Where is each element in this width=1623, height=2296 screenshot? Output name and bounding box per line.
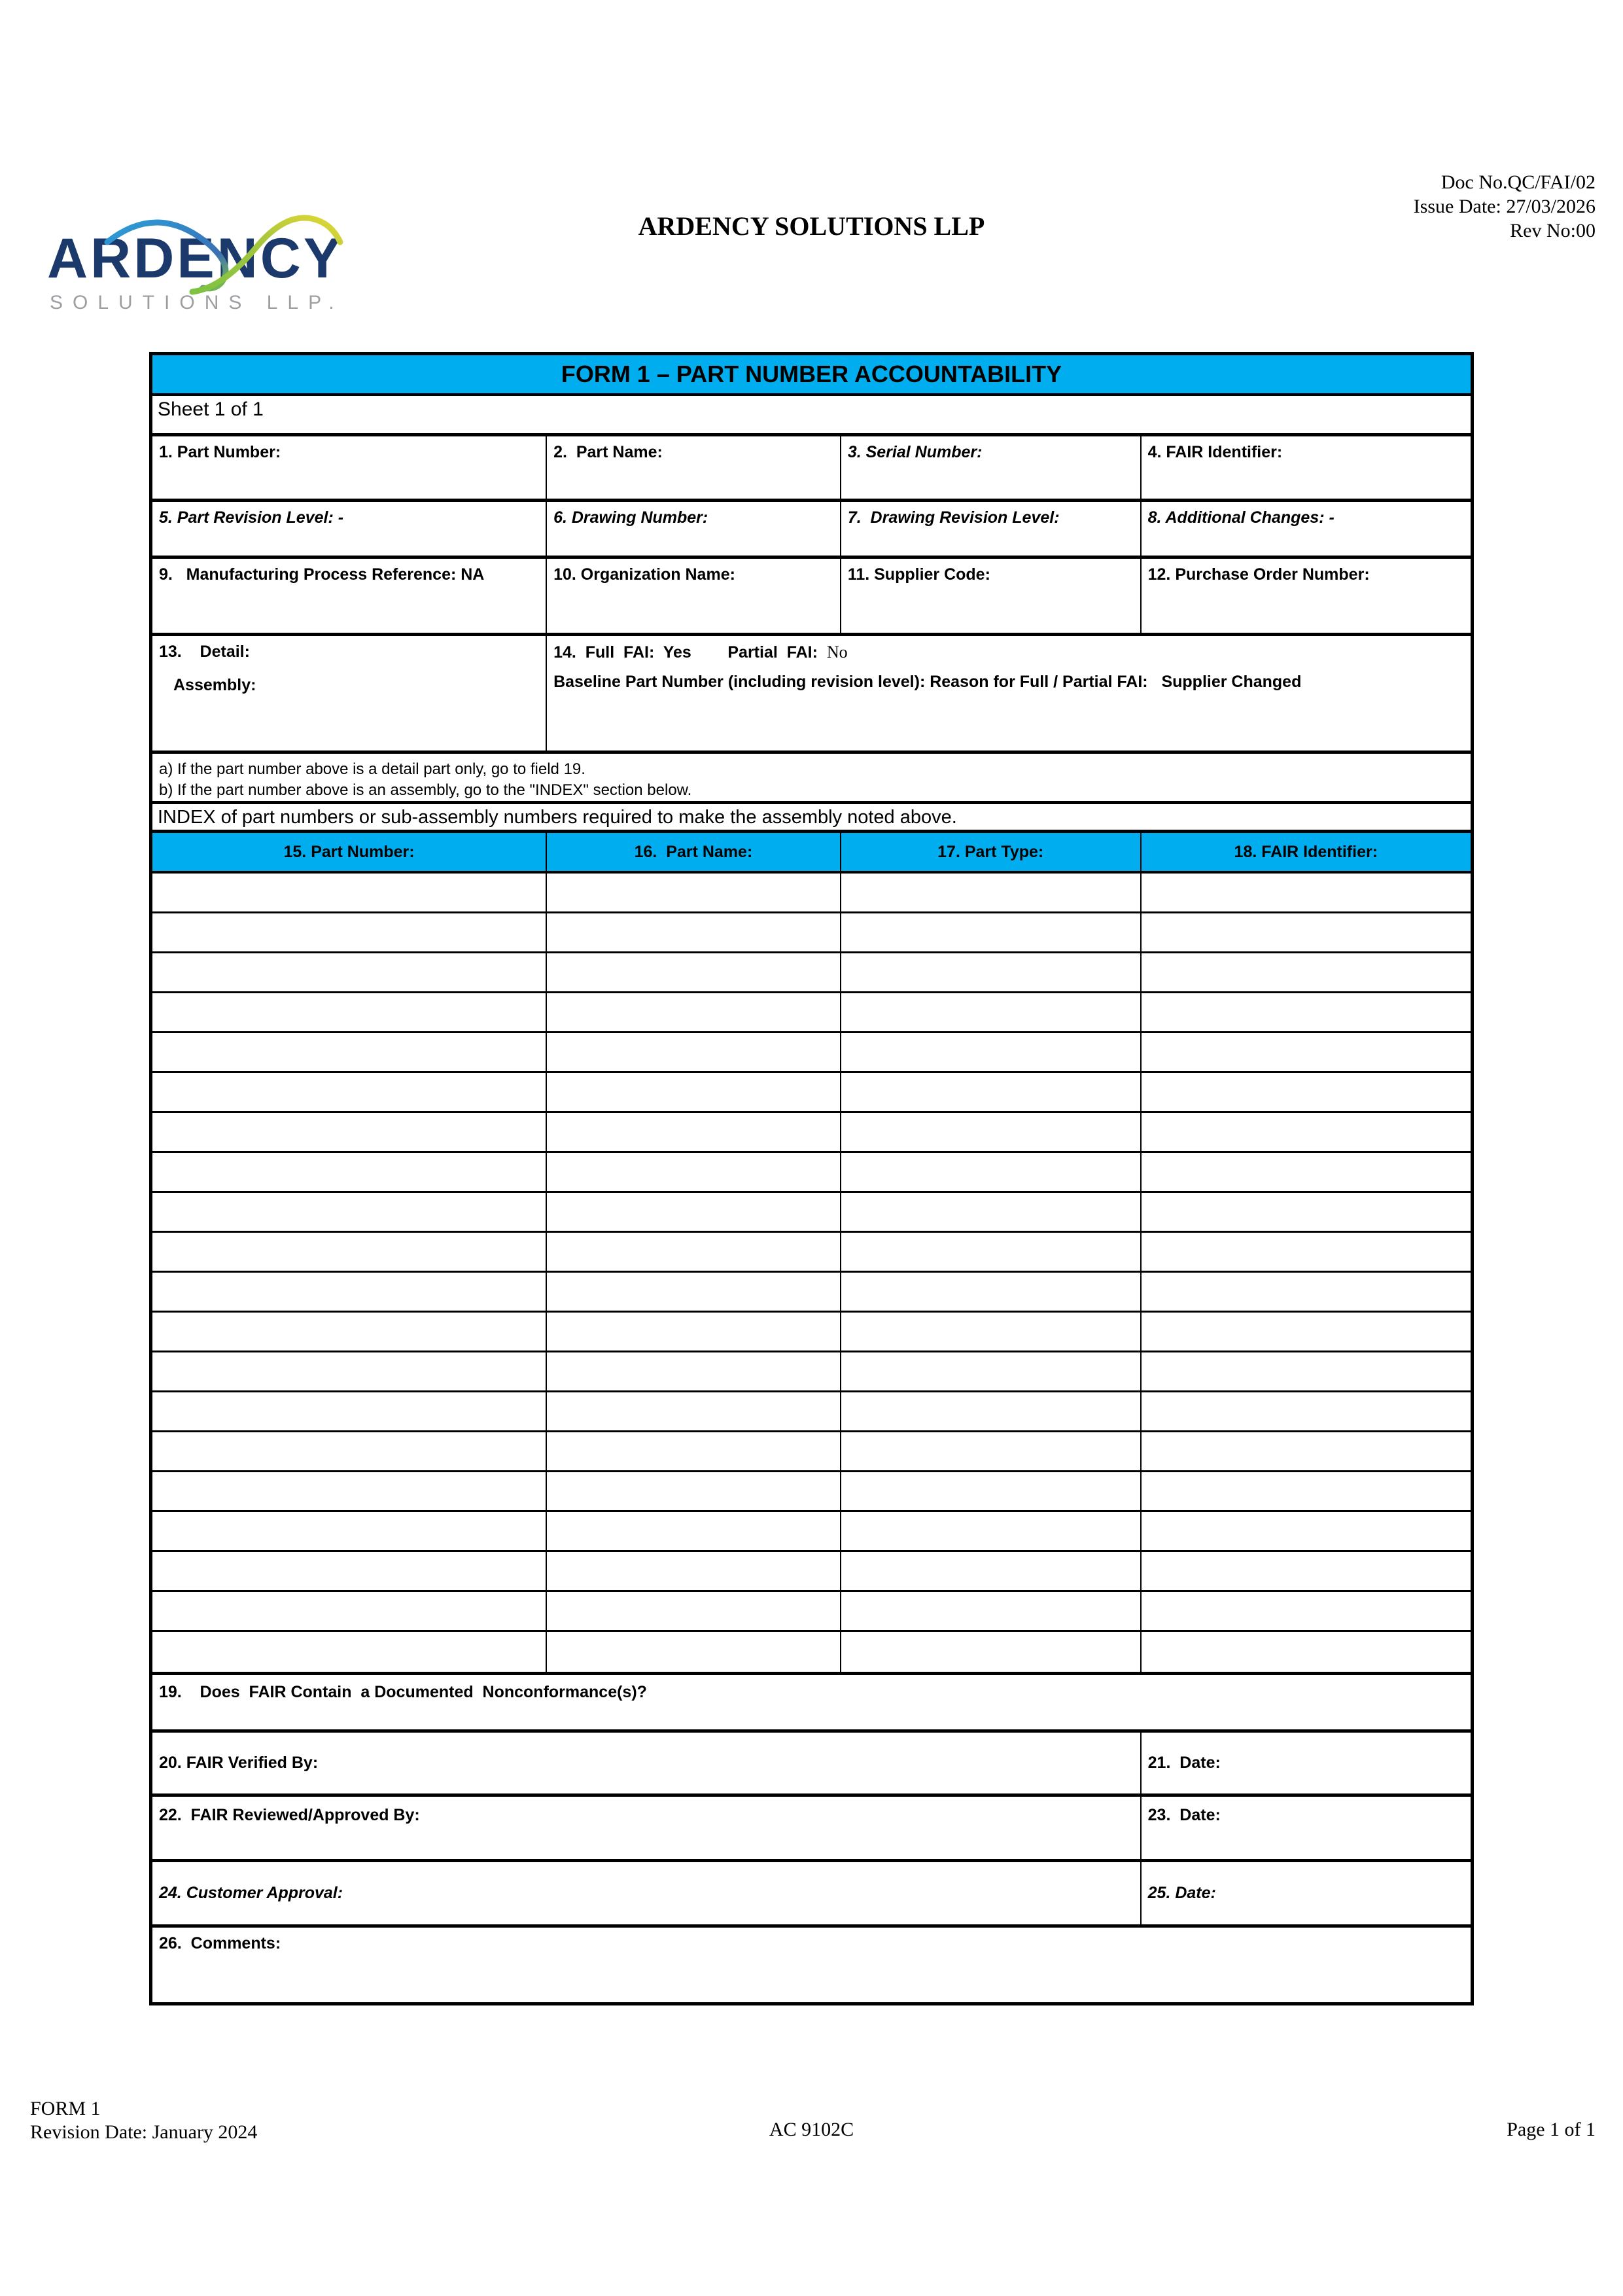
field-9-label: 9. Manufacturing Process Reference: NA bbox=[159, 565, 485, 584]
logo-subtitle: SOLUTIONS LLP. bbox=[50, 292, 344, 313]
field-12-label: 12. Purchase Order Number: bbox=[1147, 565, 1370, 584]
index-cell bbox=[152, 1073, 547, 1111]
fields-row-20-21 bbox=[152, 1733, 1471, 1797]
form-title-bar bbox=[152, 355, 1471, 396]
index-cell bbox=[547, 953, 841, 991]
index-cell bbox=[547, 1392, 841, 1430]
field-1-part-number bbox=[152, 436, 547, 499]
field-6-drawing-number bbox=[547, 502, 841, 556]
rev-number: Rev No:00 bbox=[1510, 220, 1596, 241]
index-cell bbox=[1142, 1352, 1471, 1390]
index-cell bbox=[152, 1113, 547, 1151]
field-8-label: 8. Additional Changes: - bbox=[1147, 508, 1335, 527]
field-26-label: 26. Comments: bbox=[159, 1934, 281, 1952]
index-cell bbox=[841, 953, 1142, 991]
index-cell bbox=[841, 1113, 1142, 1151]
header-18-label: 18. FAIR Identifier: bbox=[1234, 842, 1378, 861]
index-cell bbox=[152, 1552, 547, 1590]
form-1-part-number-accountability bbox=[149, 352, 1474, 2005]
index-cell bbox=[1142, 1512, 1471, 1550]
field-14-full-partial-fai bbox=[547, 636, 1471, 751]
index-cell bbox=[547, 913, 841, 951]
field-3-label: 3. Serial Number: bbox=[847, 443, 983, 461]
index-cell bbox=[1142, 1113, 1471, 1151]
field-14-label: 14. Full FAI: Yes Partial FAI: bbox=[553, 643, 827, 662]
field-23-date bbox=[1142, 1797, 1471, 1859]
index-row bbox=[152, 1512, 1471, 1552]
field-4-label: 4. FAIR Identifier: bbox=[1147, 443, 1283, 461]
index-row bbox=[152, 1113, 1471, 1153]
index-cell bbox=[1142, 1153, 1471, 1191]
sheet-row bbox=[152, 396, 1471, 436]
index-cell bbox=[1142, 1552, 1471, 1590]
index-cell bbox=[1142, 1592, 1471, 1630]
index-row bbox=[152, 953, 1471, 993]
notes-section bbox=[152, 754, 1471, 804]
form-title: FORM 1 – PART NUMBER ACCOUNTABILITY bbox=[561, 361, 1062, 387]
index-cell bbox=[547, 1313, 841, 1351]
field-13-assembly-label: Assembly: bbox=[173, 676, 256, 694]
field-4-fair-identifier bbox=[1142, 436, 1471, 499]
field-13-detail-assembly bbox=[152, 636, 547, 751]
index-cell bbox=[547, 1512, 841, 1550]
field-7-label: 7. Drawing Revision Level: bbox=[847, 508, 1060, 527]
company-title: ARDENCY SOLUTIONS LLP bbox=[638, 211, 985, 241]
field-7-drawing-revision-level bbox=[841, 502, 1142, 556]
index-row bbox=[152, 913, 1471, 953]
field-5-part-revision-level bbox=[152, 502, 547, 556]
header-17-label: 17. Part Type: bbox=[937, 842, 1044, 861]
fields-row-1 bbox=[152, 436, 1471, 502]
index-cell bbox=[152, 1153, 547, 1191]
index-cell bbox=[152, 913, 547, 951]
index-cell bbox=[547, 1632, 841, 1672]
index-cell bbox=[841, 1592, 1142, 1630]
index-cell bbox=[1142, 1472, 1471, 1510]
index-row bbox=[152, 1632, 1471, 1672]
index-caption: INDEX of part numbers or sub-assembly numbers required to make the assembly noted above. bbox=[152, 804, 1471, 833]
index-cell bbox=[152, 1273, 547, 1311]
index-cell bbox=[152, 1472, 547, 1510]
index-row bbox=[152, 993, 1471, 1033]
footer-form-name: FORM 1 bbox=[30, 2098, 101, 2119]
index-cell bbox=[1142, 1193, 1471, 1231]
index-row bbox=[152, 1472, 1471, 1512]
index-table-header bbox=[152, 833, 1471, 874]
header-16-part-name bbox=[547, 833, 841, 871]
field-14-baseline-line bbox=[553, 673, 1464, 692]
index-cell bbox=[547, 1193, 841, 1231]
index-cell bbox=[841, 1233, 1142, 1271]
index-cell bbox=[1142, 913, 1471, 951]
field-2-label: 2. Part Name: bbox=[553, 443, 663, 461]
field-11-supplier-code bbox=[841, 559, 1142, 633]
index-cell bbox=[1142, 953, 1471, 991]
field-9-manufacturing-process-reference bbox=[152, 559, 547, 633]
index-cell bbox=[1142, 1273, 1471, 1311]
index-cell bbox=[841, 1073, 1142, 1111]
index-cell bbox=[547, 1033, 841, 1071]
logo-wordmark: ARDENCY bbox=[47, 227, 344, 290]
index-cell bbox=[547, 1113, 841, 1151]
index-cell bbox=[152, 1512, 547, 1550]
field-10-label: 10. Organization Name: bbox=[553, 565, 735, 584]
index-cell bbox=[152, 1193, 547, 1231]
index-cell bbox=[152, 1233, 547, 1271]
index-cell bbox=[152, 1033, 547, 1071]
company-logo bbox=[47, 208, 355, 319]
index-cell bbox=[1142, 1313, 1471, 1351]
logo-swoosh-icon bbox=[47, 208, 355, 319]
fields-row-4 bbox=[152, 636, 1471, 754]
index-cell bbox=[152, 993, 547, 1031]
index-row bbox=[152, 1392, 1471, 1432]
field-25-date bbox=[1142, 1862, 1471, 1924]
index-cell bbox=[841, 1392, 1142, 1430]
index-cell bbox=[1142, 1432, 1471, 1470]
index-row bbox=[152, 1033, 1471, 1073]
index-cell bbox=[1142, 874, 1471, 911]
index-cell bbox=[841, 1552, 1142, 1590]
index-cell bbox=[841, 913, 1142, 951]
index-cell bbox=[1142, 1233, 1471, 1271]
index-row bbox=[152, 1193, 1471, 1233]
index-row bbox=[152, 1432, 1471, 1472]
index-cell bbox=[152, 1632, 547, 1672]
field-5-label: 5. Part Revision Level: - bbox=[159, 508, 344, 527]
index-cell bbox=[841, 1193, 1142, 1231]
index-cell bbox=[841, 993, 1142, 1031]
index-cell bbox=[152, 1352, 547, 1390]
index-cell bbox=[152, 1313, 547, 1351]
field-21-label: 21. Date: bbox=[1147, 1754, 1221, 1772]
field-19-nonconformance bbox=[152, 1675, 1471, 1733]
footer-page-number: Page 1 of 1 bbox=[1507, 2119, 1596, 2140]
field-12-purchase-order-number bbox=[1142, 559, 1471, 633]
index-cell bbox=[841, 1313, 1142, 1351]
index-cell bbox=[547, 1153, 841, 1191]
field-13-detail-label: 13. Detail: bbox=[159, 643, 250, 661]
index-cell bbox=[547, 1352, 841, 1390]
index-cell bbox=[152, 953, 547, 991]
index-row bbox=[152, 1592, 1471, 1632]
field-1-label: 1. Part Number: bbox=[159, 443, 281, 461]
index-cell bbox=[841, 1033, 1142, 1071]
fields-row-3 bbox=[152, 559, 1471, 636]
issue-date: Issue Date: 27/03/2026 bbox=[1413, 196, 1596, 217]
field-19-label: 19. Does FAIR Contain a Documented Nonconformance(s)? bbox=[159, 1683, 647, 1701]
index-cell bbox=[152, 1392, 547, 1430]
index-cell bbox=[841, 1512, 1142, 1550]
index-cell bbox=[547, 1273, 841, 1311]
index-row bbox=[152, 1233, 1471, 1273]
index-row bbox=[152, 1273, 1471, 1313]
index-cell bbox=[547, 1073, 841, 1111]
field-14-baseline-label: Baseline Part Number (including revision level): Reason for Full / Partial FAI: bbox=[553, 673, 1162, 691]
field-14-partial-fai-value: No bbox=[826, 643, 848, 662]
index-cell bbox=[841, 1632, 1142, 1672]
footer-revision-date: Revision Date: January 2024 bbox=[30, 2121, 258, 2143]
fields-row-2 bbox=[152, 502, 1471, 559]
index-cell bbox=[841, 874, 1142, 911]
field-3-serial-number bbox=[841, 436, 1142, 499]
index-cell bbox=[547, 1233, 841, 1271]
footer-standard: AC 9102C bbox=[769, 2119, 854, 2140]
note-b: b) If the part number above is an assembly, go to the "INDEX" section below. bbox=[159, 781, 692, 799]
field-14-reason-value: Supplier Changed bbox=[1161, 673, 1302, 691]
index-cell bbox=[1142, 993, 1471, 1031]
index-cell bbox=[547, 1432, 841, 1470]
index-row bbox=[152, 1313, 1471, 1352]
field-20-fair-verified-by bbox=[152, 1733, 1142, 1793]
index-cell bbox=[547, 1472, 841, 1510]
field-21-date bbox=[1142, 1733, 1471, 1793]
index-cell bbox=[841, 1472, 1142, 1510]
field-6-label: 6. Drawing Number: bbox=[553, 508, 708, 527]
index-row bbox=[152, 1352, 1471, 1392]
field-26-comments bbox=[152, 1928, 1471, 2002]
field-22-fair-reviewed-approved-by bbox=[152, 1797, 1142, 1859]
header-16-label: 16. Part Name: bbox=[634, 842, 753, 861]
index-cell bbox=[547, 1592, 841, 1630]
field-24-label: 24. Customer Approval: bbox=[159, 1884, 343, 1902]
field-23-label: 23. Date: bbox=[1147, 1806, 1221, 1824]
index-cell bbox=[547, 874, 841, 911]
fields-row-22-23 bbox=[152, 1797, 1471, 1862]
index-cell bbox=[152, 1432, 547, 1470]
field-10-organization-name bbox=[547, 559, 841, 633]
field-24-customer-approval bbox=[152, 1862, 1142, 1924]
field-20-label: 20. FAIR Verified By: bbox=[159, 1754, 319, 1772]
index-cell bbox=[547, 1552, 841, 1590]
field-2-part-name bbox=[547, 436, 841, 499]
field-11-label: 11. Supplier Code: bbox=[847, 565, 990, 584]
header-15-label: 15. Part Number: bbox=[283, 842, 415, 861]
field-25-label: 25. Date: bbox=[1147, 1884, 1216, 1902]
field-14-fai-line bbox=[553, 643, 1464, 662]
index-row bbox=[152, 1153, 1471, 1193]
index-cell bbox=[841, 1153, 1142, 1191]
sheet-label: Sheet 1 of 1 bbox=[158, 398, 264, 420]
header-15-part-number bbox=[152, 833, 547, 871]
header-18-fair-identifier bbox=[1142, 833, 1471, 871]
index-cell bbox=[1142, 1073, 1471, 1111]
index-cell bbox=[152, 874, 547, 911]
index-cell bbox=[841, 1273, 1142, 1311]
doc-number: Doc No.QC/FAI/02 bbox=[1440, 171, 1596, 193]
index-row bbox=[152, 1073, 1471, 1113]
fields-row-24-25 bbox=[152, 1862, 1471, 1928]
index-cell bbox=[1142, 1632, 1471, 1672]
field-8-additional-changes bbox=[1142, 502, 1471, 556]
index-row bbox=[152, 874, 1471, 913]
note-a: a) If the part number above is a detail part only, go to field 19. bbox=[159, 760, 585, 778]
index-table-body bbox=[152, 874, 1471, 1675]
index-row bbox=[152, 1552, 1471, 1592]
index-cell bbox=[152, 1592, 547, 1630]
index-cell bbox=[841, 1432, 1142, 1470]
index-cell bbox=[547, 993, 841, 1031]
header-17-part-type bbox=[841, 833, 1142, 871]
index-cell bbox=[1142, 1033, 1471, 1071]
index-cell bbox=[1142, 1392, 1471, 1430]
index-cell bbox=[841, 1352, 1142, 1390]
field-22-label: 22. FAIR Reviewed/Approved By: bbox=[159, 1806, 420, 1824]
